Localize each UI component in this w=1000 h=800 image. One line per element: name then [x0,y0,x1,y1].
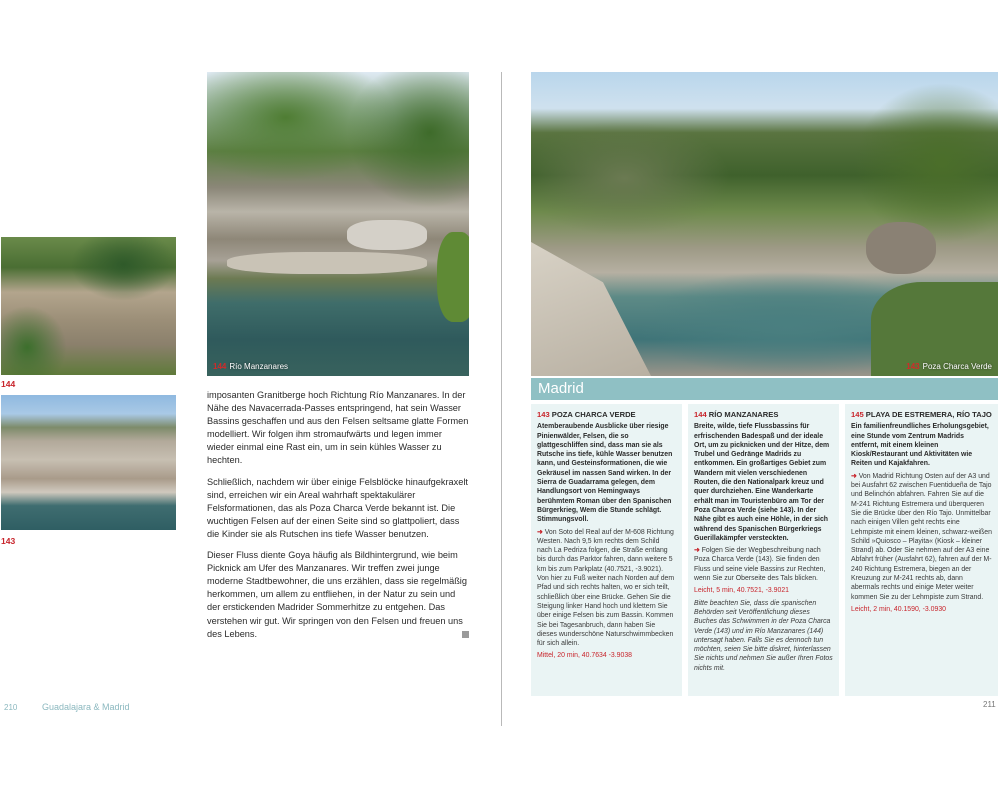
entry-title: 144 RÍO MANZANARES [694,410,779,419]
river-photo [207,72,469,376]
entry-directions: ➜ Von Soto del Real auf der M-608 Richtung Westen. Nach 9,5 km rechts dem Schild nach La Pedriza folgen, die Straße entlang bis durch das Parktor fahren, dann weitere 5 km bis zum Parkplatz (40.7521, -3.9021). Von hier zu Fuß weiter nach Norden auf dem Pfad und sich rechts halten, wo er sich teilt, schließlich über eine Brücke. Gehen Sie die Steigung linker Hand hoch und klettern Sie über einige Felsen bis zum Bassin. Kommen Sie bei Tagesanbruch, dann haben Sie dieses wunderschöne Naturschwimmbecken für sich allein. [537,528,675,648]
arrow-icon: ➜ [851,472,857,480]
entry-meta: Mittel, 20 min, 40.7634 -3.9038 [537,652,632,660]
entry-intro: Atemberaubende Ausblicke über riesige Pinienwälder, Felsen, die so glattgeschliffen sind, dass man sie als Rutsche ins tiefe, kühle Wasser benutzen kann, und Gesteinsformationen, die wie Gekräusel im nassen Sand wirken. In der Sierra de Guadarrama gelegen, dem Handlungsort von Hemingways berühmtem Roman über den Spanischen Bürgerkrieg, Wem die Stunde schlägt. Stimmungsvoll. [537,423,673,524]
arrow-icon: ➜ [537,528,543,536]
region-banner: Madrid [531,378,998,400]
folio-number-left: 210 [4,703,18,712]
rocks-photo [1,237,176,375]
photo-number-144: 144 [1,379,16,389]
article-body [207,389,469,649]
page-gutter [501,72,502,726]
entry-intro: Breite, wilde, tiefe Flussbassins für erfrischenden Badespaß und der ideale Ort, um zu picknicken und der Hitze, dem Trubel und Gedränge Madrids zu entkommen. Ein großartiges Gebiet zum Wandern mit vielen verschiedenen Routen, die den Nationalpark kreuz und quer durchziehen. Eine Wanderkarte erhält man im Touristenbüro am Tor der Poza Charca Verde (siehe 143). In der Nähe gibt es auch eine Höhle, in der sich während des Spanischen Bürgerkriegs Guerillakämpfer versteckten. [694,423,830,542]
entry-title: 145 PLAYA DE ESTREMERA, RÍO TAJO [851,410,992,419]
entry-meta: Leicht, 5 min, 40.7521, -3.9021 [694,587,790,595]
end-mark-icon [462,631,469,638]
paragraph: Dieser Fluss diente Goya häufig als Bildhintergrund, wie beim Picknick am Ufer des Manzanares. Wir treffen zwei junge moderne Stadtbewohner, die uns erzählen, dass sie regelmäßig herkommen, um allem zu entfliehen, in der Natur zu sein und der erstickenden Madrider Sommerhitze zu entgehen. Das verstehen wir gut. Wir springen von den Felsen und freuen uns des Lebens. [207,549,469,641]
pool-photo [1,395,176,530]
entry-directions: ➜ Folgen Sie der Wegbeschreibung nach Poza Charca Verde (143). Sie finden den Fluss und seine viele Bassins zur Rechten, wenn Sie zur Oberseite des Tals blicken. [694,547,826,583]
entry-intro: Ein familienfreundliches Erholungsgebiet, eine Stunde vom Zentrum Madrids entfernt, mit einem kleinen Kiosk/Restaurant und Aktivitäten wie Reiten und Kajakfahren. [851,423,989,468]
entry-title: 143 POZA CHARCA VERDE [537,410,636,419]
charca-verde-photo [531,72,998,376]
folio-title: Guadalajara & Madrid [42,702,130,712]
arrow-icon: ➜ [694,547,700,555]
folio-number-right: 211 [983,700,996,709]
charca-verde-caption: 143 Poza Charca Verde [906,362,992,371]
entry-directions: ➜ Von Madrid Richtung Osten auf der A3 und bei Ausfahrt 62 zwischen Fuentidueña de Tajo und Belinchón abfahren. Fahren Sie auf die M-241 Richtung Estremera und überqueren Sie die Brücke über den Río Tajo. Unmittelbar nach einigen Villen geht rechts eine Lehmpiste mit einem kleinen, schwarz-weißen Schild »Quiosco – Playita« (Kiosk – kleiner Strand) ab. Oder Sie nehmen auf der A3 eine Abfahrt früher (Ausfahrt 62), fahren auf der M-240 Richtung Estremera, biegen an der Kreuzung zur M-241 rechts ab, dann abermals rechts und einige Meter weiter kommen Sie zu der Lehmpiste zum Strand. [851,472,992,601]
entry-meta: Leicht, 2 min, 40.1590, -3.0930 [851,605,947,613]
river-photo-caption: 144 Río Manzanares [213,362,289,371]
paragraph: imposanten Granitberge hoch Richtung Río Manzanares. In der Nähe des Navacerrada-Passes entspringend, hat sein Wasser Bassins geschaffen und aus den Felsen seltsame glatte Formen modelliert. Wir folgen ihm stromaufwärts und legen immer wieder einmal eine Rast ein, um in sein kühles Wasser zu hechten. [207,390,469,466]
entry-145 [845,404,998,696]
photo-number-143: 143 [1,536,16,546]
entry-143 [531,404,682,696]
paragraph: Schließlich, nachdem wir über einige Felsblöcke hinaufgekraxelt sind, erreichen wir ein Areal wahrhaft spektakulärer Felsformationen, das als Poza Charca Verde bekannt ist. Die wuchtigen Felsen auf der einen Seite sind so glattpoliert, dass die Kinder sie als Rutschen ins tiefe Wasser benutzen. [207,476,468,539]
entry-note: Bitte beachten Sie, dass die spanischen Behörden seit Veröffentlichung dieses Buches das Schwimmen in der Poza Charca Verde (143) und im Río Manzanares (144) untersagt haben. Falls Sie es dennoch tun möchten, seien Sie bitte diskret, hinterlassen Sie nichts und nehmen Sie außer Ihren Fotos nichts mit. [694,599,833,672]
entry-144 [688,404,839,696]
